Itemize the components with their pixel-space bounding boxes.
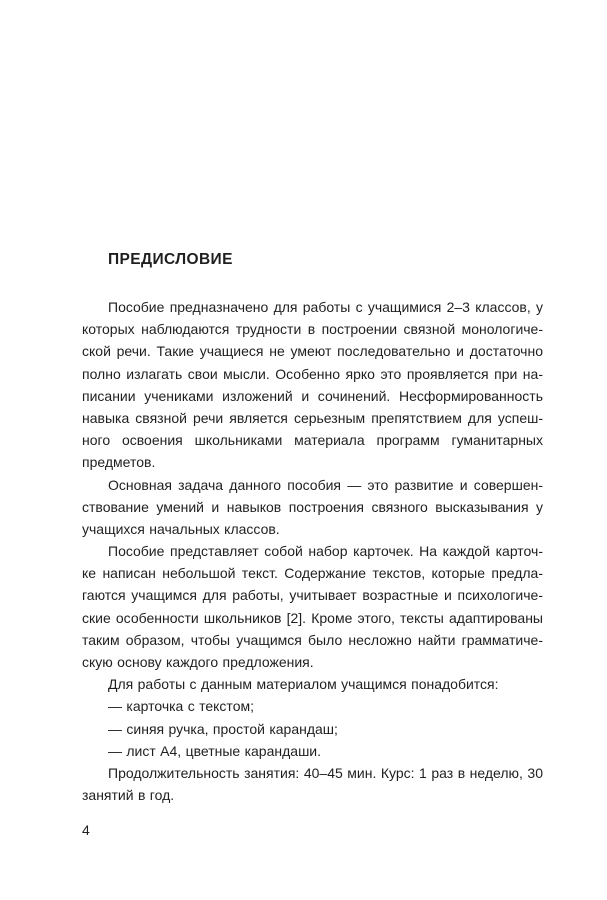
text-line: — лист А4, цветные карандаши. [108,742,322,759]
text-line: Пособие представляет собой набор карточек. На каждой карточ- [108,543,543,560]
text-line: — синяя ручка, простой карандаш; [108,720,338,737]
text-line: Основная задача данного пособия — это развитие и совершен- [108,476,543,493]
text-line: ке написан небольшой текст. Содержание текстов, которые предла- [82,565,543,582]
page-content [82,250,543,806]
paragraph [82,740,543,762]
text-line: которых наблюдаются трудности в построении связной монологиче- [82,321,543,338]
text-line: таким образом, чтобы учащимся было несложно найти грамматиче- [82,631,543,648]
text-line: навыка связной речи является серьезным препятствием для успеш- [82,409,543,426]
text-line: Продолжительность занятия: 40–45 мин. Курс: 1 раз в неделю, 30 [108,764,543,781]
text-line: занятий в год. [82,787,175,804]
text-line: — карточка с текстом; [108,698,254,715]
paragraph [82,474,543,541]
paragraph [82,296,543,474]
paragraph [82,673,543,695]
page-number: 4 [82,822,90,838]
text-line: писании учениками изложений и сочинений. Несформированность [82,387,543,404]
text-line: ской речи. Такие учащиеся не умеют последовательно и достаточно [82,343,543,360]
text-line: ствование умений и навыков построения связного высказывания у [82,498,543,515]
paragraph [82,540,543,673]
text-line: ские особенности школьников [2]. Кроме этого, тексты адаптированы [82,609,543,626]
text-line: учащихся начальных классов. [82,520,280,537]
text-line: ного освоения школьниками материала программ гуманитарных [82,432,543,449]
text-line: скую основу каждого предложения. [82,654,314,670]
text-line: Пособие предназначено для работы с учащимися 2–3 классов, у [108,299,543,315]
paragraph [82,695,543,717]
chapter-title: ПРЕДИСЛОВИЕ [108,251,233,268]
text-line: гаются учащимся для работы, учитывает возрастные и психологиче- [82,587,543,604]
paragraph [82,762,543,806]
text-line: предметов. [82,454,156,471]
paragraphs-container [82,296,543,806]
text-line: полно излагать свои мысли. Особенно ярко это проявляется при на- [82,365,543,382]
paragraph [82,718,543,740]
text-line: Для работы с данным материалом учащимся понадобится: [108,676,499,693]
